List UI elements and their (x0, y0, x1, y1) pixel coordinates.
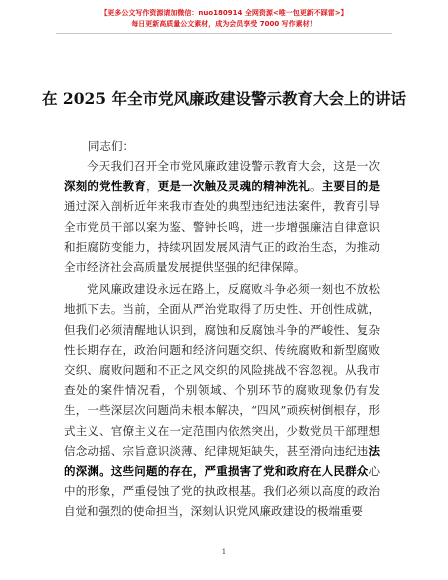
promo-line-2: 每日更新高质量公文素材，成为会员享受 7000 写作素材！ (131, 20, 317, 28)
salutation: 同志们： (88, 139, 134, 153)
p2-text-1: 党风廉政建设永远在路上，反腐败斗争必须一刻也不放松地抓下去。当前，全面从严治党取得了历史性、开创性成就，但我们必须清醒地认识到，腐蚀和反腐蚀斗争的严峻性、复杂性长期存在，政治问题和经济问题交织、传统腐败和新型腐败交织、腐败问题和不正之风交织的风险挑战不容忽视。从我市查处的案件情况看，个别领域、个别环节的腐败现象仍有发生，一些深层次问题尚未根本解决，“四风”顽疾树倒根存，形式主义、官僚主义在一定范围内依然突出，少数党员干部理想信念动摇、宗旨意识淡薄、纪律规矩缺失，甚至滑向违纪违 (64, 282, 380, 458)
header-divider (56, 33, 392, 34)
p1-text-2: ， (145, 179, 158, 194)
paragraph-2 (64, 279, 380, 521)
promo-line-1: 【更多公文写作资源请加微信：nuo180914 全网资源<唯一包更新不踩雷>】 (100, 9, 348, 17)
p2-text-2: 心中的形象，严重侵蚀了党的执政根基。我们必须以高度的政治自觉和强烈的使命担当，深刻认识党风廉政建设的极端重要 (64, 464, 380, 519)
p1-bold-1: 深刻的党性教育 (64, 179, 146, 194)
p1-text-3: 。 (309, 179, 322, 194)
page-number: 1 (221, 548, 227, 556)
document-title: 在 2025 年全市党风廉政建设警示教育大会上的讲话 (42, 89, 406, 108)
paragraph-1 (64, 156, 380, 277)
p2-bold-1: 法的深渊。这些问题的存在，严重损害了党和政府在人民群众 (64, 443, 380, 479)
document-body (64, 156, 380, 522)
p1-text-1: 今天我们召开全市党风廉政建设警示教育大会，这是一次 (87, 159, 380, 173)
promo-banner (0, 8, 448, 30)
p1-bold-2: 更是一次触及灵魂的精神洗礼 (157, 179, 310, 194)
p1-bold-3: 主要目的是 (321, 179, 381, 194)
p1-text-4: 通过深入剖析近年来我市查处的典型违纪违法案件，教育引导全市党员干部以案为鉴、警钟长鸣，进一步增强廉洁自律意识和拒腐防变能力，持续巩固发展风清气正的政治生态，为推动全市经济社会高质量发展提供坚强的纪律保障。 (64, 199, 380, 275)
